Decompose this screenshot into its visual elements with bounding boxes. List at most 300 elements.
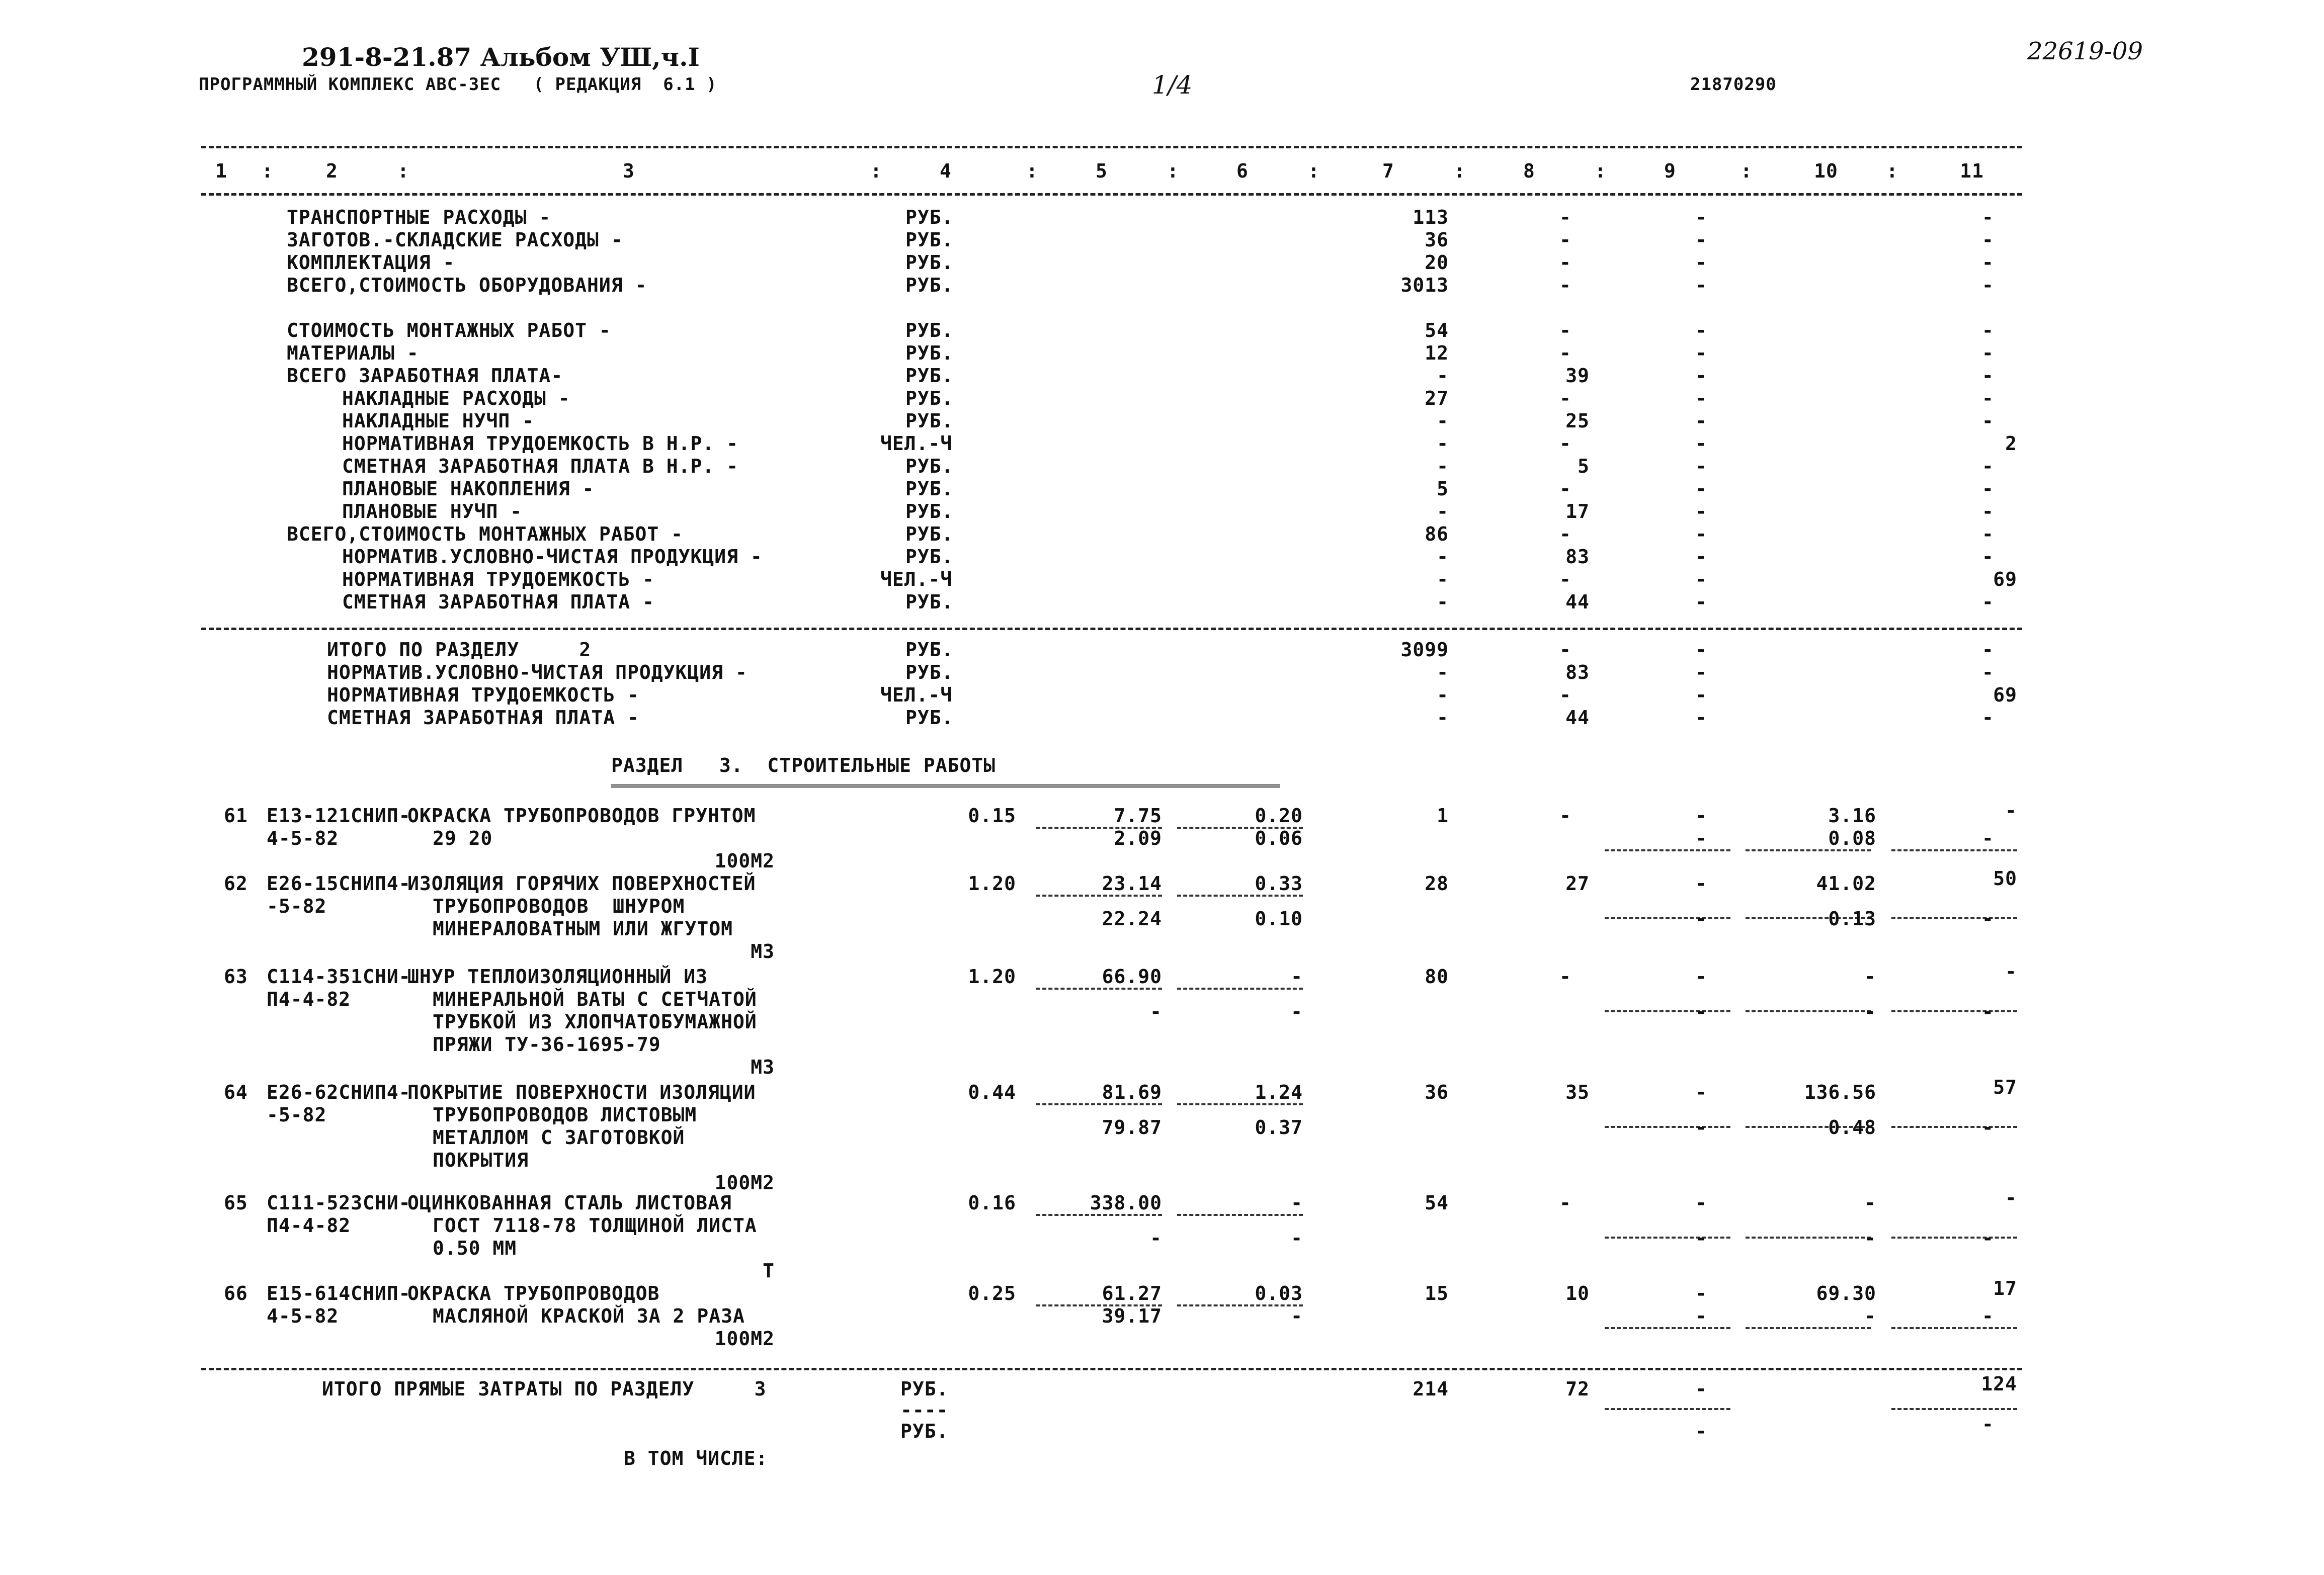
- col7-cell: -: [1437, 684, 1449, 706]
- col8-cell: -: [1559, 342, 1571, 364]
- column-header-4: 4: [940, 160, 952, 182]
- col8-cell: 39: [1565, 365, 1590, 387]
- unit-cell: РУБ.: [905, 546, 954, 568]
- col9-cell: -: [1695, 568, 1707, 590]
- col11-cell: -: [1982, 206, 1994, 228]
- col9-cell: -: [1695, 410, 1707, 432]
- col7-cell: 36: [1425, 1081, 1449, 1103]
- col9-cell: -: [1695, 805, 1707, 827]
- col5-subdivider: [1036, 1214, 1162, 1216]
- col11-cell: 69: [1993, 568, 2017, 590]
- col7-cell: 28: [1425, 872, 1449, 895]
- item-code-norm: П4-4-82: [267, 1214, 351, 1237]
- col6-cell: 1.24: [1255, 1081, 1303, 1103]
- col7-cell: -: [1437, 455, 1449, 477]
- section3-title: РАЗДЕЛ 3. СТРОИТЕЛЬНЫЕ РАБОТЫ: [611, 754, 996, 776]
- col10-cell: 69.30: [1816, 1282, 1876, 1304]
- header-bottom-rule: [201, 193, 2022, 196]
- col11-subdivider: [1891, 1327, 2017, 1329]
- col9-cell: -: [1695, 591, 1707, 613]
- item-number: 66: [224, 1282, 248, 1304]
- col8-cell: -: [1559, 805, 1571, 827]
- col7-cell: 12: [1425, 342, 1449, 364]
- item-description: ТРУБКОЙ ИЗ ХЛОПЧАТОБУМАЖНОЙ: [433, 1011, 757, 1033]
- col7-cell: -: [1437, 410, 1449, 432]
- col10-subdivider: [1746, 1327, 1871, 1329]
- col9-sub-cell: -: [1695, 1227, 1707, 1249]
- mount-row-label: НОРМАТИВНАЯ ТРУДОЕМКОСТЬ В Н.Р. -: [342, 432, 738, 455]
- col5-sub-cell: -: [1150, 1227, 1162, 1249]
- unit-cell: РУБ.: [905, 342, 954, 364]
- column-separator: :: [1026, 160, 1038, 182]
- column-separator: :: [1886, 160, 1898, 182]
- col9-sub-cell: -: [1695, 1305, 1707, 1327]
- col6-cell: 0.20: [1255, 805, 1303, 827]
- col8-cell: -: [1559, 432, 1571, 455]
- col11-subdivider: [1891, 1126, 2017, 1128]
- col9-subdivider: [1605, 1408, 1730, 1410]
- item-description: ТРУБОПРОВОДОВ ЛИСТОВЫМ: [433, 1104, 697, 1126]
- col11-cell: 50: [1993, 867, 2017, 890]
- item-description: ГОСТ 7118-78 ТОЛЩИНОЙ ЛИСТА: [433, 1214, 757, 1237]
- column-header-7: 7: [1382, 160, 1394, 182]
- col9-cell: -: [1695, 1378, 1707, 1400]
- col9-subdivider: [1605, 917, 1730, 919]
- col11-cell: -: [1982, 251, 1994, 274]
- col5-cell: 81.69: [1102, 1081, 1162, 1103]
- item-quantity: 1.20: [968, 872, 1016, 895]
- column-header-6: 6: [1236, 160, 1249, 182]
- unit-cell: РУБ.: [905, 274, 954, 296]
- mount-row-label: НОРМАТИВ.УСЛОВНО-ЧИСТАЯ ПРОДУКЦИЯ -: [342, 546, 763, 568]
- mount-row-label: НАКЛАДНЫЕ НУЧП -: [342, 410, 535, 432]
- col9-subdivider: [1605, 1237, 1730, 1239]
- col9-cell: -: [1695, 387, 1707, 409]
- col8-cell: -: [1559, 206, 1571, 228]
- unit-dash: ----: [900, 1399, 949, 1421]
- item-description: ПОКРЫТИЕ ПОВЕРХНОСТИ ИЗОЛЯЦИИ: [407, 1081, 756, 1103]
- unit-cell: РУБ.: [905, 500, 954, 522]
- col8-cell: 83: [1565, 661, 1590, 683]
- item-code: С111-523СНИ-: [267, 1192, 411, 1214]
- col11-subdivider: [1891, 1237, 2017, 1239]
- col9-sub-cell: -: [1695, 908, 1707, 930]
- col7-cell: -: [1437, 591, 1449, 613]
- unit-cell: ЧЕЛ.-Ч: [880, 568, 953, 590]
- mount-row-label: НОРМАТИВНАЯ ТРУДОЕМКОСТЬ -: [342, 568, 654, 590]
- unit-cell: РУБ.: [905, 478, 954, 500]
- col7-cell: 15: [1425, 1282, 1449, 1304]
- col10-cell: 41.02: [1816, 872, 1876, 895]
- section3-rule: [201, 1368, 2022, 1370]
- col8-cell: 44: [1565, 591, 1590, 613]
- col11-sub-cell: -: [1982, 1227, 1994, 1249]
- unit-cell: РУБ.: [905, 229, 954, 251]
- col6-subdivider: [1177, 1103, 1303, 1105]
- unit-cell: РУБ.: [905, 523, 954, 545]
- col5-cell: 338.00: [1090, 1192, 1162, 1214]
- col5-subdivider: [1036, 895, 1162, 897]
- column-header-8: 8: [1523, 160, 1535, 182]
- mount-row-label: ПЛАНОВЫЕ НУЧП -: [342, 500, 523, 522]
- col8-cell: 5: [1578, 455, 1590, 477]
- col11-cell: -: [2005, 1187, 2017, 1209]
- item-quantity: 0.44: [968, 1081, 1016, 1103]
- col7-cell: -: [1437, 568, 1449, 590]
- col10-cell: 3.16: [1828, 805, 1876, 827]
- col5-sub-cell: 79.87: [1102, 1116, 1162, 1139]
- col6-cell: 0.33: [1255, 872, 1303, 895]
- col11-cell: -: [1982, 707, 1994, 729]
- col5-subdivider: [1036, 1103, 1162, 1105]
- unit-cell: РУБ.: [900, 1420, 949, 1442]
- item-unit-label: 100М2: [714, 1328, 775, 1350]
- col9-sub-cell: -: [1695, 1116, 1707, 1139]
- col8-cell: -: [1559, 523, 1571, 545]
- col11-cell: 2: [2005, 432, 2017, 455]
- footer-note: В ТОМ ЧИСЛЕ:: [624, 1447, 768, 1469]
- col9-cell: -: [1695, 229, 1707, 251]
- col8-cell: -: [1559, 387, 1571, 409]
- col7-cell: 214: [1413, 1378, 1449, 1400]
- col9-cell: -: [1695, 872, 1707, 895]
- col5-cell: 66.90: [1102, 966, 1162, 988]
- col9-cell: -: [1695, 432, 1707, 455]
- col6-cell: 0.03: [1255, 1282, 1303, 1304]
- mount-row-label: СМЕТНАЯ ЗАРАБОТНАЯ ПЛАТА -: [342, 591, 654, 613]
- col6-subdivider: [1177, 895, 1303, 897]
- col11-sub-cell: -: [1982, 1001, 1994, 1023]
- col11-sub-cell: -: [1982, 908, 1994, 930]
- col6-subdivider: [1177, 988, 1303, 990]
- col6-cell: -: [1291, 966, 1303, 988]
- col10-subdivider: [1746, 1010, 1871, 1012]
- item-unit-label: М3: [751, 940, 775, 962]
- summary-row-label: ЗАГОТОВ.-СКЛАДСКИЕ РАСХОДЫ -: [287, 229, 623, 251]
- item-quantity: 0.25: [968, 1282, 1016, 1304]
- col11-cell: -: [1982, 387, 1994, 409]
- col7-cell: 5: [1437, 478, 1449, 500]
- col11-cell: 124: [1981, 1373, 2017, 1395]
- col8-cell: 25: [1565, 410, 1590, 432]
- col10-cell: 136.56: [1804, 1081, 1876, 1103]
- column-header-11: 11: [1960, 160, 1984, 182]
- col11-cell: -: [1982, 229, 1994, 251]
- col7-cell: 54: [1425, 1192, 1449, 1214]
- col9-cell: -: [1695, 365, 1707, 387]
- col9-cell: -: [1695, 251, 1707, 274]
- item-unit-label: Т: [763, 1260, 775, 1282]
- col9-cell: -: [1695, 455, 1707, 477]
- column-separator: :: [1595, 160, 1607, 182]
- item-description: МИНЕРАЛОВАТНЫМ ИЛИ ЖГУТОМ: [433, 918, 733, 940]
- col10-sub-cell: -: [1864, 1305, 1876, 1327]
- item-unit-label: 100М2: [714, 850, 775, 872]
- col6-sub-cell: 0.10: [1255, 908, 1303, 930]
- col6-cell: -: [1291, 1192, 1303, 1214]
- col11-subdivider: [1891, 1010, 2017, 1012]
- item-quantity: 1.20: [968, 966, 1016, 988]
- col9-cell: -: [1695, 206, 1707, 228]
- col11-subdivider: [1891, 849, 2017, 851]
- summary-row-label: ВСЕГО,СТОИМОСТЬ ОБОРУДОВАНИЯ -: [287, 274, 647, 296]
- col6-subdivider: [1177, 1304, 1303, 1306]
- col9-cell: -: [1695, 966, 1707, 988]
- item-description: ОЦИНКОВАННАЯ СТАЛЬ ЛИСТОВАЯ: [407, 1192, 732, 1214]
- col6-sub-cell: -: [1291, 1305, 1303, 1327]
- unit-cell: РУБ.: [905, 206, 954, 228]
- col11-cell: -: [1982, 478, 1994, 500]
- col8-cell: 83: [1565, 546, 1590, 568]
- col11-cell: -: [2005, 960, 2017, 983]
- item-number: 62: [224, 872, 248, 895]
- column-separator: :: [1167, 160, 1179, 182]
- col7-cell: -: [1437, 365, 1449, 387]
- unit-cell: РУБ.: [905, 387, 954, 409]
- column-separator: :: [870, 160, 882, 182]
- mount-row-label: НАКЛАДНЫЕ РАСХОДЫ -: [342, 387, 570, 409]
- col10-subdivider: [1746, 849, 1871, 851]
- mount-row-label: ВСЕГО,СТОИМОСТЬ МОНТАЖНЫХ РАБОТ -: [287, 523, 683, 545]
- item-quantity: 0.15: [968, 805, 1016, 827]
- item-description: МЕТАЛЛОМ С ЗАГОТОВКОЙ: [433, 1126, 685, 1149]
- col10-sub-cell: -: [1864, 1001, 1876, 1023]
- section2-total-label: НОРМАТИВНАЯ ТРУДОЕМКОСТЬ -: [327, 684, 639, 706]
- item-description: МАСЛЯНОЙ КРАСКОЙ ЗА 2 РАЗА: [433, 1305, 745, 1327]
- col11-cell: 17: [1993, 1277, 2017, 1299]
- col11-sub-cell: -: [1982, 1305, 1994, 1327]
- unit-cell: РУБ.: [905, 410, 954, 432]
- mount-row-label: ПЛАНОВЫЕ НАКОПЛЕНИЯ -: [342, 478, 595, 500]
- section2-total-label: НОРМАТИВ.УСЛОВНО-ЧИСТАЯ ПРОДУКЦИЯ -: [327, 661, 748, 683]
- col11-cell: -: [1982, 639, 1994, 661]
- col7-cell: 80: [1425, 966, 1449, 988]
- col7-cell: 3013: [1400, 274, 1449, 296]
- col11-cell: -: [2005, 800, 2017, 822]
- item-number: 63: [224, 966, 248, 988]
- col9-sub-cell: -: [1695, 1420, 1707, 1442]
- col9-sub-cell: -: [1695, 1001, 1707, 1023]
- col8-cell: 44: [1565, 707, 1590, 729]
- unit-cell: ЧЕЛ.-Ч: [880, 432, 953, 455]
- col10-sub-cell: 0.48: [1828, 1116, 1876, 1139]
- col8-cell: 35: [1565, 1081, 1590, 1103]
- item-description: 29 20: [433, 827, 493, 849]
- col11-cell: -: [1982, 342, 1994, 364]
- col9-cell: -: [1695, 684, 1707, 706]
- item-description: 0.50 ММ: [433, 1237, 517, 1259]
- item-unit-label: 100М2: [714, 1172, 775, 1194]
- col9-subdivider: [1605, 1126, 1730, 1128]
- col8-cell: 72: [1565, 1378, 1590, 1400]
- col5-sub-cell: -: [1150, 1001, 1162, 1023]
- col9-cell: -: [1695, 1081, 1707, 1103]
- col9-cell: -: [1695, 319, 1707, 341]
- album-title: 291-8-21.87 Альбом УШ,ч.I: [302, 42, 700, 72]
- column-separator: :: [1740, 160, 1753, 182]
- doc-number: 22619-09: [2027, 37, 2143, 65]
- section2-rule: [201, 628, 2022, 630]
- col5-cell: 61.27: [1102, 1282, 1162, 1304]
- col5-sub-cell: 2.09: [1114, 827, 1162, 849]
- item-description: ШНУР ТЕПЛОИЗОЛЯЦИОННЫЙ ИЗ: [407, 966, 708, 988]
- col11-cell: -: [1982, 661, 1994, 683]
- unit-cell: РУБ.: [900, 1378, 949, 1400]
- column-separator: :: [1308, 160, 1320, 182]
- col10-sub-cell: -: [1864, 1227, 1876, 1249]
- col11-cell: -: [1982, 274, 1994, 296]
- col11-cell: -: [1982, 319, 1994, 341]
- col5-sub-cell: 22.24: [1102, 908, 1162, 930]
- col8-cell: -: [1559, 251, 1571, 274]
- item-description: ОКРАСКА ТРУБОПРОВОДОВ: [407, 1282, 660, 1304]
- col9-cell: -: [1695, 546, 1707, 568]
- item-description: ИЗОЛЯЦИЯ ГОРЯЧИХ ПОВЕРХНОСТЕЙ: [407, 872, 756, 895]
- col11-cell: -: [1982, 500, 1994, 522]
- program-line: ПРОГРАММНЫЙ КОМПЛЕКС АВС-ЗЕС ( РЕДАКЦИЯ 6.1 ): [199, 74, 717, 95]
- col9-cell: -: [1695, 478, 1707, 500]
- col9-sub-cell: -: [1695, 827, 1707, 849]
- column-header-3: 3: [623, 160, 635, 182]
- summary-row-label: ТРАНСПОРТНЫЕ РАСХОДЫ -: [287, 206, 551, 228]
- col7-cell: 86: [1425, 523, 1449, 545]
- col7-cell: 36: [1425, 229, 1449, 251]
- col9-cell: -: [1695, 639, 1707, 661]
- col7-cell: -: [1437, 546, 1449, 568]
- col6-sub-cell: -: [1291, 1001, 1303, 1023]
- item-code: Е26-15СНИП4-: [267, 872, 411, 895]
- item-number: 64: [224, 1081, 248, 1103]
- col9-cell: -: [1695, 1282, 1707, 1304]
- col5-cell: 7.75: [1114, 805, 1162, 827]
- col11-cell: -: [1982, 365, 1994, 387]
- item-description: ПРЯЖИ ТУ-36-1695-79: [433, 1033, 661, 1056]
- unit-cell: РУБ.: [905, 319, 954, 341]
- item-quantity: 0.16: [968, 1192, 1016, 1214]
- col11-cell: 69: [1993, 684, 2017, 706]
- col9-subdivider: [1605, 849, 1730, 851]
- col9-cell: -: [1695, 523, 1707, 545]
- col8-cell: 10: [1565, 1282, 1590, 1304]
- doc-code: 21870290: [1690, 74, 1777, 95]
- page-number: 1/4: [1152, 70, 1193, 100]
- item-code-norm: 4-5-82: [267, 827, 339, 849]
- col8-cell: -: [1559, 274, 1571, 296]
- item-code: С114-351СНИ-: [267, 966, 411, 988]
- col5-subdivider: [1036, 988, 1162, 990]
- col8-cell: -: [1559, 966, 1571, 988]
- col9-cell: -: [1695, 1192, 1707, 1214]
- col9-cell: -: [1695, 342, 1707, 364]
- col8-cell: -: [1559, 639, 1571, 661]
- col10-cell: -: [1864, 1192, 1876, 1214]
- col8-cell: 27: [1565, 872, 1590, 895]
- column-separator: :: [1454, 160, 1466, 182]
- col11-sub-cell: -: [1982, 1413, 1994, 1435]
- col8-cell: -: [1559, 1192, 1571, 1214]
- col6-sub-cell: 0.37: [1255, 1116, 1303, 1139]
- col7-cell: -: [1437, 432, 1449, 455]
- col9-cell: -: [1695, 661, 1707, 683]
- item-description: ПОКРЫТИЯ: [433, 1149, 529, 1171]
- unit-cell: РУБ.: [905, 251, 954, 274]
- unit-cell: РУБ.: [905, 707, 954, 729]
- summary-row-label: КОМПЛЕКТАЦИЯ -: [287, 251, 455, 274]
- col5-cell: 23.14: [1102, 872, 1162, 895]
- col7-cell: 27: [1425, 387, 1449, 409]
- unit-cell: РУБ.: [905, 591, 954, 613]
- col8-cell: -: [1559, 478, 1571, 500]
- mount-row-label: МАТЕРИАЛЫ -: [287, 342, 419, 364]
- col11-sub-cell: -: [1982, 827, 1994, 849]
- section3-title-underline: [611, 784, 1280, 788]
- col7-cell: 20: [1425, 251, 1449, 274]
- col7-cell: -: [1437, 707, 1449, 729]
- item-unit-label: М3: [751, 1056, 775, 1078]
- col7-cell: 1: [1437, 805, 1449, 827]
- col8-cell: -: [1559, 229, 1571, 251]
- col11-sub-cell: -: [1982, 1116, 1994, 1139]
- column-header-10: 10: [1814, 160, 1838, 182]
- col10-subdivider: [1746, 1237, 1871, 1239]
- item-code-norm: -5-82: [267, 1104, 327, 1126]
- col9-cell: -: [1695, 707, 1707, 729]
- section2-total-label: СМЕТНАЯ ЗАРАБОТНАЯ ПЛАТА -: [327, 707, 639, 729]
- col11-subdivider: [1891, 1408, 2017, 1410]
- unit-cell: РУБ.: [905, 455, 954, 477]
- column-header-5: 5: [1096, 160, 1108, 182]
- column-separator: :: [262, 160, 274, 182]
- col11-cell: -: [1982, 591, 1994, 613]
- col5-sub-cell: 39.17: [1102, 1305, 1162, 1327]
- column-header-1: 1: [215, 160, 227, 182]
- unit-cell: ЧЕЛ.-Ч: [880, 684, 953, 706]
- mount-row-label: СТОИМОСТЬ МОНТАЖНЫХ РАБОТ -: [287, 319, 611, 341]
- col9-cell: -: [1695, 274, 1707, 296]
- col6-sub-cell: -: [1291, 1227, 1303, 1249]
- col10-sub-cell: 0.13: [1828, 908, 1876, 930]
- col11-cell: -: [1982, 455, 1994, 477]
- mount-row-label: СМЕТНАЯ ЗАРАБОТНАЯ ПЛАТА В Н.Р. -: [342, 455, 738, 477]
- column-header-9: 9: [1664, 160, 1676, 182]
- col10-sub-cell: 0.08: [1828, 827, 1876, 849]
- col8-cell: 17: [1565, 500, 1590, 522]
- col8-cell: -: [1559, 684, 1571, 706]
- item-description: ТРУБОПРОВОДОВ ШНУРОМ: [433, 895, 685, 917]
- column-separator: :: [397, 160, 409, 182]
- unit-cell: РУБ.: [905, 661, 954, 683]
- col9-subdivider: [1605, 1010, 1730, 1012]
- item-code: Е15-614СНИП-: [267, 1282, 411, 1304]
- col8-cell: -: [1559, 319, 1571, 341]
- col9-subdivider: [1605, 1327, 1730, 1329]
- unit-cell: РУБ.: [905, 365, 954, 387]
- col7-cell: 3099: [1400, 639, 1449, 661]
- item-code-norm: П4-4-82: [267, 988, 351, 1010]
- col11-cell: 57: [1993, 1076, 2017, 1098]
- col11-cell: -: [1982, 523, 1994, 545]
- item-code-norm: 4-5-82: [267, 1305, 339, 1327]
- item-code: Е26-62СНИП4-: [267, 1081, 411, 1103]
- col8-cell: -: [1559, 568, 1571, 590]
- col11-cell: -: [1982, 546, 1994, 568]
- col9-cell: -: [1695, 500, 1707, 522]
- section3-total-label: ИТОГО ПРЯМЫЕ ЗАТРАТЫ ПО РАЗДЕЛУ 3: [322, 1378, 767, 1400]
- col6-sub-cell: 0.06: [1255, 827, 1303, 849]
- item-description: ОКРАСКА ТРУБОПРОВОДОВ ГРУНТОМ: [407, 805, 756, 827]
- column-header-2: 2: [326, 160, 338, 182]
- col7-cell: 113: [1413, 206, 1449, 228]
